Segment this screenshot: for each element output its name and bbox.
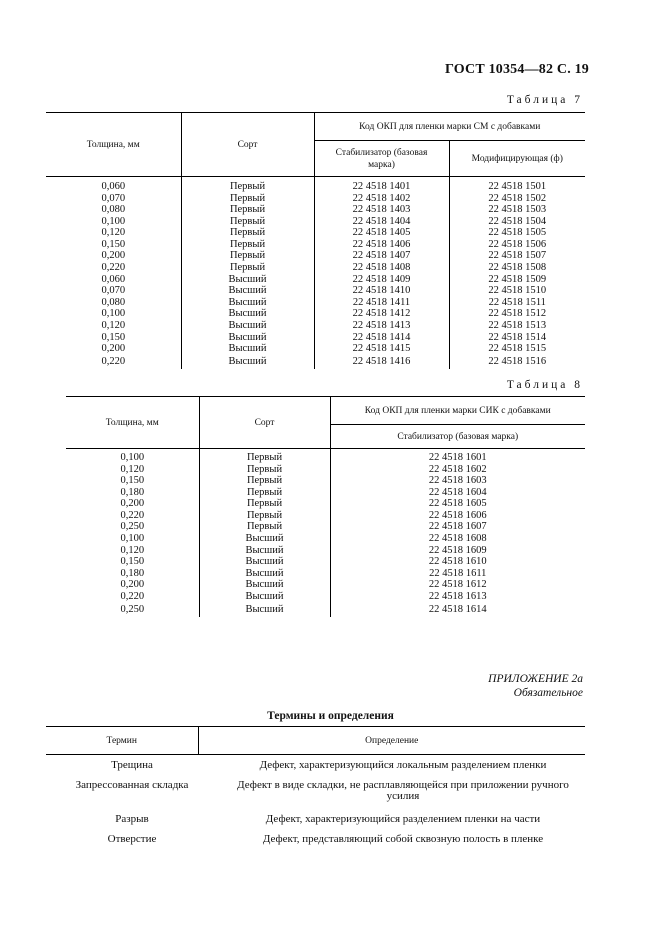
thickness-cell: 0,120 — [120, 463, 145, 475]
modifier-code-cell: 22 4518 1504 — [449, 216, 585, 228]
stabilizer-code-cell: 22 4518 1408 — [314, 262, 449, 274]
grade-cell: Высший — [181, 308, 314, 320]
table8 — [66, 396, 585, 617]
grade-cell: Первый — [181, 262, 314, 274]
table8-header-group: Код ОКП для пленки марки СИК с добавками — [330, 397, 585, 425]
grade-cell: Первый — [181, 193, 314, 205]
stabilizer-code-cell: 22 4518 1412 — [314, 308, 449, 320]
grade-cell: Первый — [199, 521, 330, 533]
table-row — [66, 556, 585, 568]
thickness-cell: 0,220 — [120, 591, 145, 603]
stabilizer-code-cell: 22 4518 1612 — [330, 579, 585, 591]
stabilizer-code-cell: 22 4518 1406 — [314, 239, 449, 251]
thickness-cell: 0,200 — [101, 250, 126, 262]
grade-cell: Высший — [181, 332, 314, 344]
stabilizer-code-cell: 22 4518 1610 — [330, 556, 585, 568]
modifier-code-cell: 22 4518 1515 — [449, 343, 585, 355]
terms-header-term: Термин — [46, 727, 198, 755]
stabilizer-code-cell: 22 4518 1605 — [330, 498, 585, 510]
thickness-cell: 0,070 — [101, 192, 126, 204]
table-row — [66, 533, 585, 545]
stabilizer-code-cell: 22 4518 1401 — [314, 177, 449, 193]
thickness-cell: 0,070 — [101, 285, 126, 297]
table8-header-thickness: Толщина, мм — [66, 397, 199, 449]
stabilizer-code-cell: 22 4518 1413 — [314, 320, 449, 332]
table-row — [46, 274, 585, 286]
modifier-code-cell: 22 4518 1502 — [449, 193, 585, 205]
stabilizer-code-cell: 22 4518 1414 — [314, 332, 449, 344]
definition-cell: Дефект в виде складки, не расплавляющейся при приложении ручного усилия — [237, 778, 569, 803]
modifier-code-cell: 22 4518 1510 — [449, 285, 585, 297]
table7-header-stabilizer: Стабилизатор (базовая марка) — [314, 141, 449, 177]
thickness-cell: 0,220 — [101, 262, 126, 274]
term-cell: Разрыв — [115, 812, 149, 825]
stabilizer-code-cell: 22 4518 1609 — [330, 545, 585, 557]
grade-cell: Первый — [199, 510, 330, 522]
stabilizer-code-cell: 22 4518 1409 — [314, 274, 449, 286]
table-row — [66, 475, 585, 487]
stabilizer-code-cell: 22 4518 1404 — [314, 216, 449, 228]
table-row — [46, 355, 585, 369]
table7-caption: Таблица 7 — [506, 94, 583, 106]
stabilizer-code-cell: 22 4518 1614 — [330, 603, 585, 617]
stabilizer-code-cell: 22 4518 1416 — [314, 355, 449, 369]
table-row — [46, 308, 585, 320]
stabilizer-code-cell: 22 4518 1411 — [314, 297, 449, 309]
table-row — [46, 250, 585, 262]
thickness-cell: 0,150 — [120, 475, 145, 487]
table-row — [46, 193, 585, 205]
stabilizer-code-cell: 22 4518 1405 — [314, 227, 449, 239]
table-row — [46, 285, 585, 297]
table-row — [46, 204, 585, 216]
grade-cell: Первый — [181, 216, 314, 228]
table7 — [46, 112, 585, 369]
stabilizer-code-cell: 22 4518 1603 — [330, 475, 585, 487]
table-row — [66, 487, 585, 499]
thickness-cell: 0,060 — [101, 273, 126, 285]
grade-cell: Первый — [199, 498, 330, 510]
stabilizer-code-cell: 22 4518 1410 — [314, 285, 449, 297]
stabilizer-code-cell: 22 4518 1403 — [314, 204, 449, 216]
modifier-code-cell: 22 4518 1506 — [449, 239, 585, 251]
thickness-cell: 0,100 — [120, 451, 145, 463]
grade-cell: Высший — [181, 274, 314, 286]
table-row — [46, 809, 585, 829]
grade-cell: Первый — [199, 449, 330, 464]
grade-cell: Первый — [199, 487, 330, 499]
thickness-cell: 0,200 — [120, 579, 145, 591]
table7-header-group: Код ОКП для пленки марки СМ с добавками — [314, 113, 585, 141]
table-row — [46, 343, 585, 355]
grade-cell: Высший — [199, 556, 330, 568]
table-row — [66, 464, 585, 476]
grade-cell: Высший — [199, 545, 330, 557]
thickness-cell: 0,220 — [101, 356, 126, 368]
grade-cell: Высший — [181, 297, 314, 309]
appendix-block — [488, 672, 583, 700]
modifier-code-cell: 22 4518 1514 — [449, 332, 585, 344]
thickness-cell: 0,100 — [120, 533, 145, 545]
thickness-cell: 0,120 — [101, 227, 126, 239]
grade-cell: Высший — [199, 533, 330, 545]
thickness-cell: 0,150 — [120, 556, 145, 568]
modifier-code-cell: 22 4518 1512 — [449, 308, 585, 320]
modifier-code-cell: 22 4518 1507 — [449, 250, 585, 262]
thickness-cell: 0,060 — [101, 180, 126, 192]
thickness-cell: 0,220 — [120, 509, 145, 521]
table-row — [46, 239, 585, 251]
terms-title: Термины и определения — [267, 710, 394, 722]
thickness-cell: 0,080 — [101, 204, 126, 216]
table8-caption: Таблица 8 — [506, 379, 583, 391]
table-row — [46, 320, 585, 332]
stabilizer-code-cell: 22 4518 1407 — [314, 250, 449, 262]
thickness-cell: 0,150 — [101, 331, 126, 343]
grade-cell: Высший — [181, 343, 314, 355]
grade-cell: Первый — [199, 464, 330, 476]
table-row — [46, 177, 585, 193]
table-row — [66, 510, 585, 522]
grade-cell: Первый — [181, 239, 314, 251]
table7-header-thickness: Толщина, мм — [46, 113, 181, 177]
table-row — [66, 521, 585, 533]
grade-cell: Высший — [199, 579, 330, 591]
grade-cell: Высший — [181, 320, 314, 332]
stabilizer-code-cell: 22 4518 1607 — [330, 521, 585, 533]
grade-cell: Высший — [181, 355, 314, 369]
thickness-cell: 0,100 — [101, 215, 126, 227]
modifier-code-cell: 22 4518 1501 — [449, 177, 585, 193]
table-row — [46, 216, 585, 228]
stabilizer-code-cell: 22 4518 1613 — [330, 591, 585, 603]
modifier-code-cell: 22 4518 1511 — [449, 297, 585, 309]
grade-cell: Первый — [181, 250, 314, 262]
grade-cell: Первый — [181, 204, 314, 216]
table-row — [46, 297, 585, 309]
table-row — [46, 332, 585, 344]
table8-body — [66, 449, 585, 617]
stabilizer-code-cell: 22 4518 1415 — [314, 343, 449, 355]
thickness-cell: 0,250 — [120, 521, 145, 533]
modifier-code-cell: 22 4518 1513 — [449, 320, 585, 332]
thickness-cell: 0,180 — [120, 486, 145, 498]
term-cell: Отверстие — [107, 832, 157, 845]
thickness-cell: 0,200 — [120, 498, 145, 510]
grade-cell: Первый — [199, 475, 330, 487]
grade-cell: Высший — [199, 591, 330, 603]
term-cell: Запрессованная складка — [75, 778, 189, 791]
table-row — [66, 568, 585, 580]
grade-cell: Высший — [199, 568, 330, 580]
appendix-title: ПРИЛОЖЕНИЕ 2а — [488, 673, 583, 685]
table-row — [66, 498, 585, 510]
appendix-status: Обязательное — [513, 687, 583, 699]
stabilizer-code-cell: 22 4518 1402 — [314, 193, 449, 205]
definition-cell: Дефект, характеризующийся локальным разделением пленки — [259, 759, 547, 771]
thickness-cell: 0,180 — [120, 567, 145, 579]
table-row — [66, 545, 585, 557]
terms-header-definition: Определение — [198, 727, 585, 755]
thickness-cell: 0,200 — [101, 343, 126, 355]
stabilizer-code-cell: 22 4518 1602 — [330, 464, 585, 476]
table7-header-grade: Сорт — [181, 113, 314, 177]
table8-header-grade: Сорт — [199, 397, 330, 449]
grade-cell: Первый — [181, 177, 314, 193]
thickness-cell: 0,250 — [120, 603, 145, 615]
table-row — [66, 579, 585, 591]
stabilizer-code-cell: 22 4518 1606 — [330, 510, 585, 522]
modifier-code-cell: 22 4518 1503 — [449, 204, 585, 216]
grade-cell: Высший — [199, 603, 330, 617]
thickness-cell: 0,080 — [101, 296, 126, 308]
table-row — [46, 775, 585, 809]
table8-header-stabilizer: Стабилизатор (базовая марка) — [330, 425, 585, 449]
modifier-code-cell: 22 4518 1505 — [449, 227, 585, 239]
grade-cell: Высший — [181, 285, 314, 297]
table-row — [46, 829, 585, 849]
table-row — [46, 755, 585, 775]
modifier-code-cell: 22 4518 1508 — [449, 262, 585, 274]
table7-body — [46, 177, 585, 369]
table7-header-modifier: Модифицирующая (ф) — [449, 141, 585, 177]
grade-cell: Первый — [181, 227, 314, 239]
thickness-cell: 0,120 — [101, 320, 126, 332]
term-cell: Трещина — [111, 759, 153, 771]
table-row — [66, 449, 585, 464]
modifier-code-cell: 22 4518 1516 — [449, 355, 585, 369]
definition-cell: Дефект, представляющий собой сквозную полость в пленке — [262, 832, 544, 845]
table-row — [66, 603, 585, 617]
stabilizer-code-cell: 22 4518 1611 — [330, 568, 585, 580]
stabilizer-code-cell: 22 4518 1608 — [330, 533, 585, 545]
thickness-cell: 0,150 — [101, 238, 126, 250]
stabilizer-code-cell: 22 4518 1601 — [330, 449, 585, 464]
thickness-cell: 0,120 — [120, 544, 145, 556]
terms-body — [46, 755, 585, 849]
table-row — [46, 262, 585, 274]
table-row — [66, 591, 585, 603]
terms-table — [46, 726, 585, 849]
stabilizer-code-cell: 22 4518 1604 — [330, 487, 585, 499]
page-header: ГОСТ 10354—82 С. 19 — [445, 62, 589, 77]
definition-cell: Дефект, характеризующийся разделением пленки на части — [265, 812, 541, 825]
table-row — [46, 227, 585, 239]
modifier-code-cell: 22 4518 1509 — [449, 274, 585, 286]
thickness-cell: 0,100 — [101, 308, 126, 320]
